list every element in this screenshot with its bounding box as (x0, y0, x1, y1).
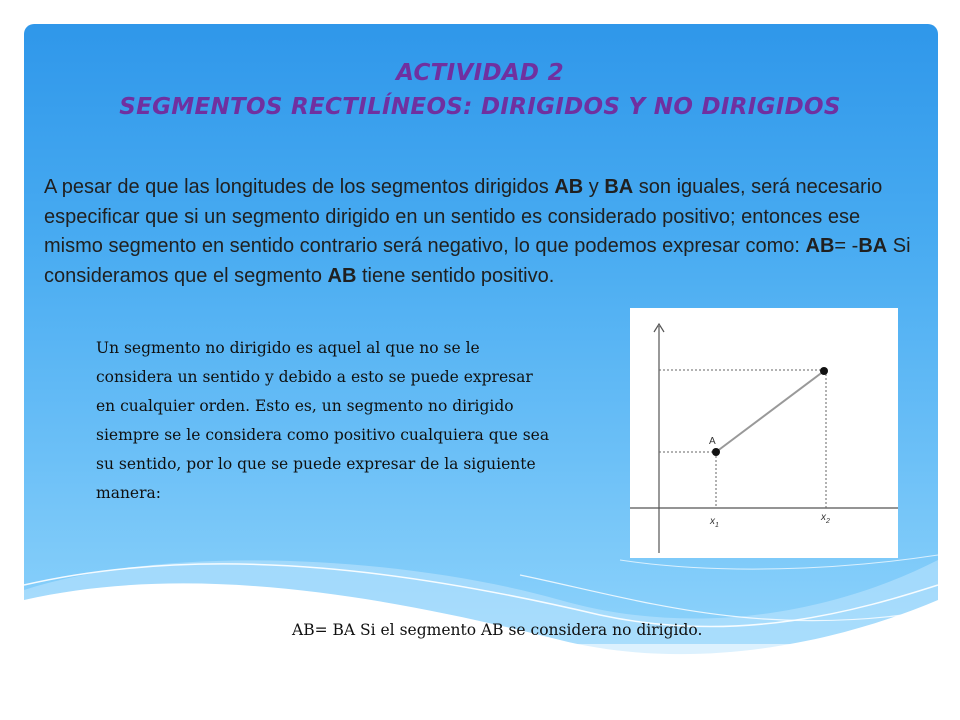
undirected-segment-explanation: Un segmento no dirigido es aquel al que no se le considera un sentido y debido a esto se puede expresar en cualquier orden. Esto es, un segmento no dirigido siempre se le considera como positivo cualquiera que sea su sentido, por lo que se puede expresar de la siguiente manera: (96, 339, 550, 502)
intro-text: tiene sentido positivo. (356, 264, 555, 287)
intro-bold-term: BA (858, 235, 888, 257)
title-line-topic: SEGMENTOS RECTILÍNEOS: DIRIGIDOS Y NO DIRIGIDOS (119, 94, 841, 120)
intro-bold-term: BA (604, 176, 634, 198)
intro-text: A pesar de que las longitudes de los segmentos dirigidos (44, 176, 555, 198)
intro-text: Si consideramos que el segmento (44, 235, 911, 287)
intro-paragraph (44, 173, 924, 291)
title-line-activity: ACTIVIDAD 2 (396, 60, 564, 86)
slide-title (60, 56, 900, 124)
intro-text: son iguales, será necesario especificar que si un segmento dirigido en un sentido es considerado positivo; entonces ese mismo segmento en sentido contrario será negativo, lo que podemos expresar como: (44, 176, 883, 257)
x1-label (709, 516, 719, 529)
point-b (820, 367, 828, 375)
intro-text: y (583, 176, 605, 198)
x1-letter: x (710, 516, 715, 527)
intro-bold-term: AB (554, 176, 584, 198)
undirected-equality-statement: AB= BA Si el segmento AB se considera no dirigido. (292, 621, 703, 639)
segment-graph (630, 308, 898, 558)
segment-graph-svg (630, 308, 898, 558)
x2-letter: x (821, 512, 826, 523)
point-a-label: A (709, 436, 716, 447)
x1-subscript: 1 (715, 522, 719, 529)
x2-label (820, 512, 830, 525)
x2-subscript: 2 (826, 518, 830, 525)
point-a (712, 448, 720, 456)
intro-bold-term: AB (805, 235, 835, 257)
intro-text: = - (834, 235, 859, 257)
segment-ab (716, 371, 824, 452)
intro-bold-term: AB (327, 264, 357, 287)
